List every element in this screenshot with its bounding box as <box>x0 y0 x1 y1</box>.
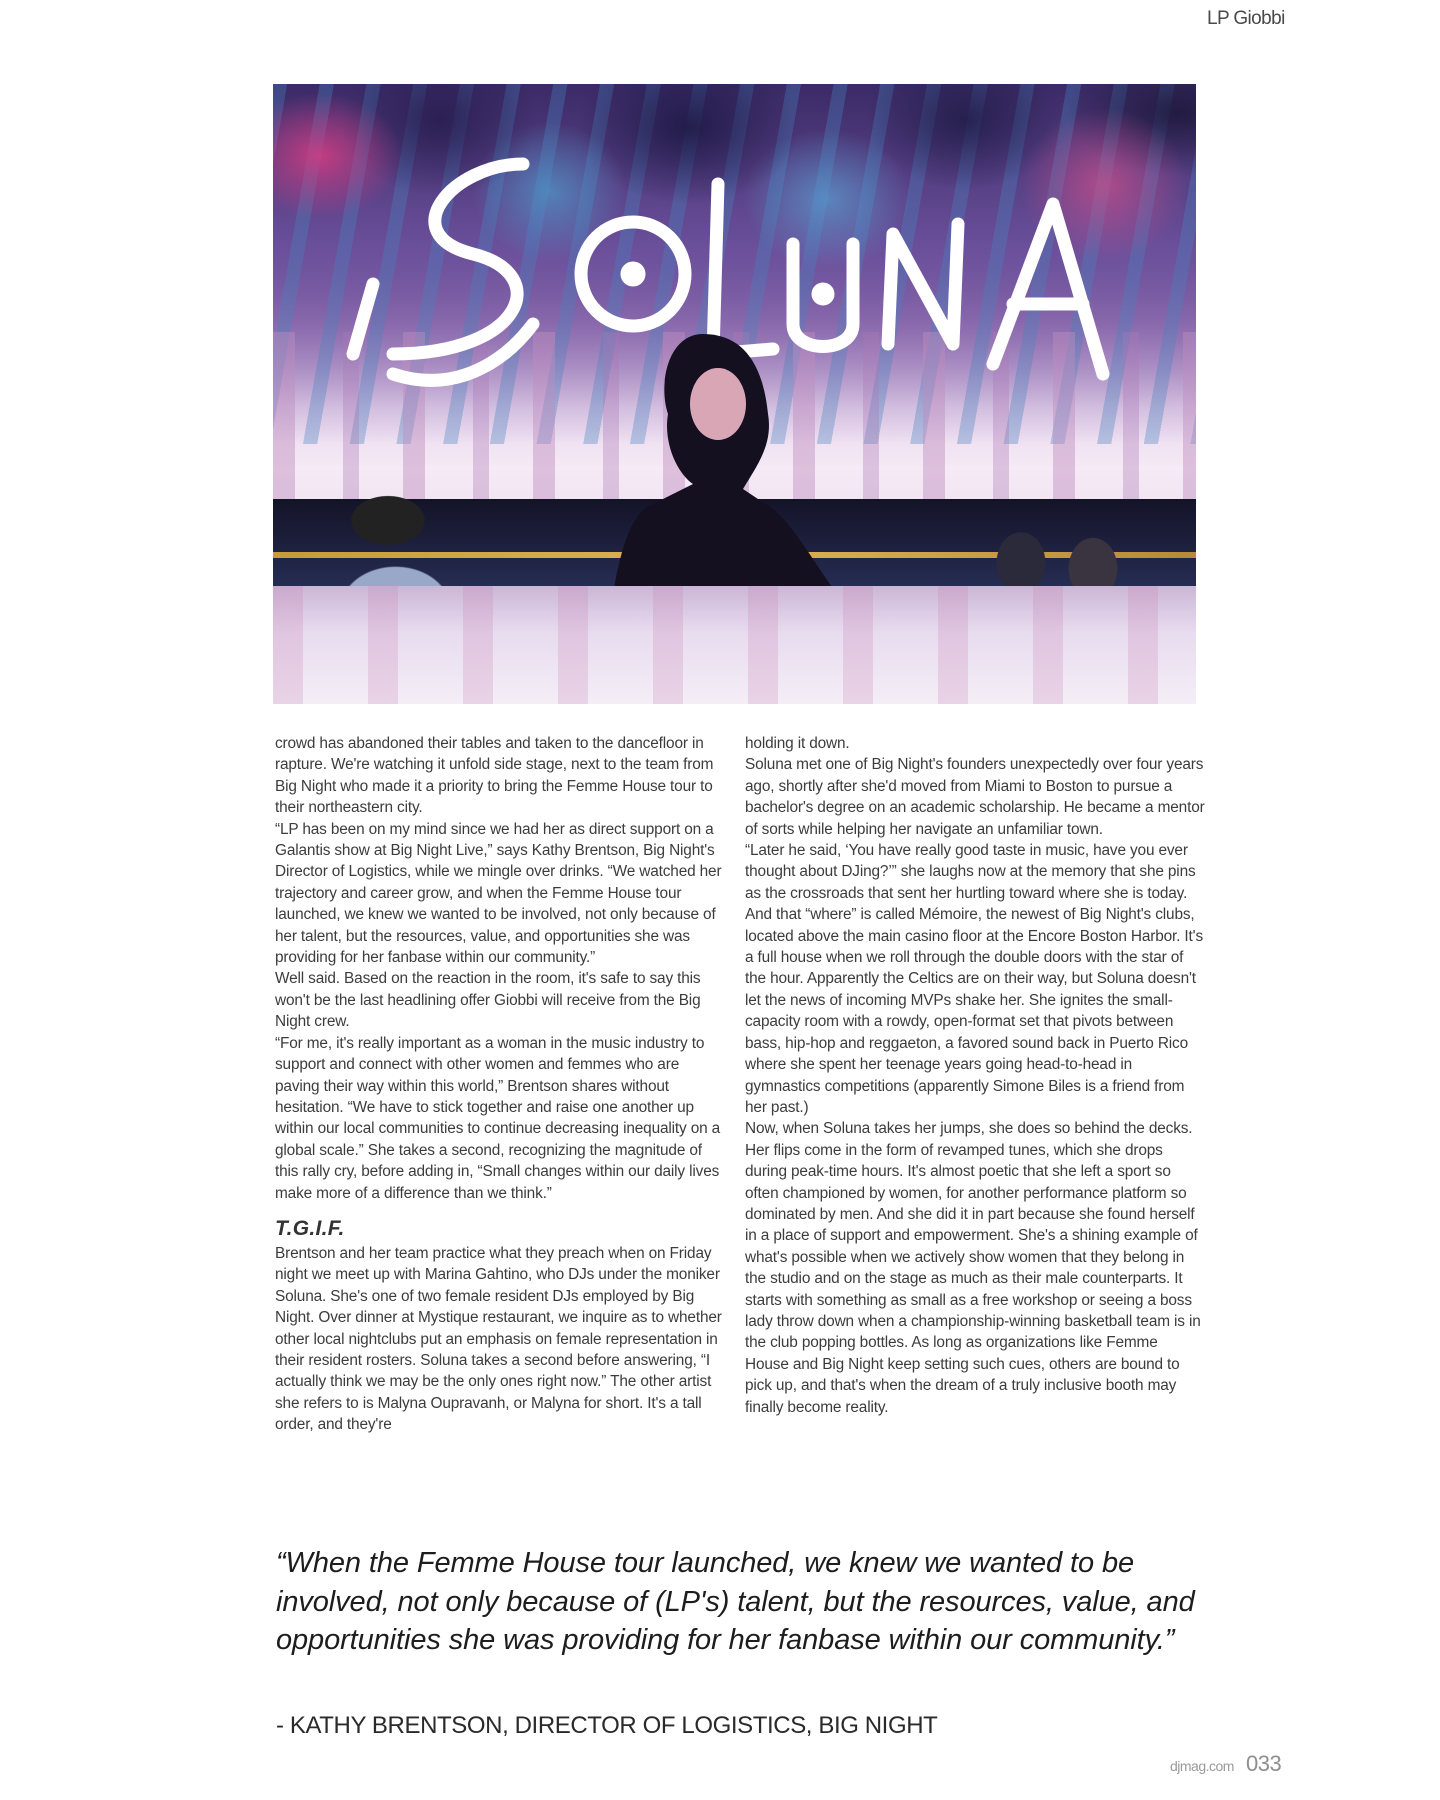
article-paragraph: Well said. Based on the reaction in the room, it's safe to say this won't be the last headlining offer Giobbi will receive from the Big Night crew. <box>275 970 701 1031</box>
article-paragraph: crowd has abandoned their tables and taken to the dancefloor in rapture. We're watching it unfold side stage, next to the team from Big Night who made it a priority to bring the Femme House tour to their northeastern city. <box>275 735 714 817</box>
pull-quote: “When the Femme House tour launched, we knew we wanted to be involved, not only because of (LP's) talent, but the resources, value, and opportunities she was providing for her fanbase within our community.” <box>276 1547 1195 1657</box>
pull-quote-attribution: - KATHY BRENTSON, DIRECTOR OF LOGISTICS, BIG NIGHT <box>276 1712 938 1739</box>
article-paragraph: “LP has been on my mind since we had her as direct support on a Galantis show at Big Night Live,” says Kathy Brentson, Big Night's Director of Logistics, while we mingle over drinks. “We watched her trajectory and career grow, and when the Femme House tour launched, we knew we wanted to be involved, not only because of her talent, but the resources, value, and opportunities she was providing for her fanbase within our community.” <box>275 820 722 967</box>
article-paragraph: holding it down. <box>745 735 850 752</box>
article-paragraph: Now, when Soluna takes her jumps, she does so behind the decks. Her flips come in the form of revamped tunes, which she drops during peak-time hours. It's almost poetic that she left a sport so often championed by women, for another performance platform so dominated by men. And she did it in part because she found herself in a place of support and empowerment. She's a shining example of what's possible when we actively show women that they belong in the studio and on the stage as much as their male counterparts. It starts with something as small as a free workshop or seeing a boss lady throw down when a championship-winning basketball team is in the club popping bottles. As long as organizations like Femme House and Big Night keep setting such cues, others are bound to pick up, and that's when the dream of a truly inclusive booth may finally become reality. <box>745 1120 1201 1416</box>
running-head: LP Giobbi <box>1207 8 1285 29</box>
feature-photo <box>273 84 1196 704</box>
article-paragraph: Brentson and her team practice what they preach when on Friday night we meet up with Marina Gahtino, who DJs under the moniker Soluna. She's one of two female resident DJs employed by Big Night. Over dinner at Mystique restaurant, we inquire as to whether other local nightclubs put an emphasis on female representation in their resident rosters. Soluna takes a second before answering, “I actually think we may be the only ones right now.” The other artist she refers to is Malyna Oupravanh, or Malyna for short. It's a tall order, and they're <box>275 1244 722 1434</box>
counter-reflection <box>273 586 1196 704</box>
article-column-left <box>275 733 725 1436</box>
article-paragraph: “For me, it's really important as a woman in the music industry to support and connect with other women and femmes who are paving their way within this world,” Brentson shares without hesitation. “We have to stick together and raise one another up within our local communities to continue decreasing inequality on a global scale.” She takes a second, recognizing the magnitude of this rally cry, before adding in, “Small changes within our daily lives make more of a difference than we think.” <box>275 1034 721 1202</box>
page-footer <box>1170 1751 1281 1777</box>
page-number: 033 <box>1245 1751 1282 1776</box>
footer-site: djmag.com <box>1170 1758 1234 1774</box>
section-subhead: T.G.I.F. <box>275 1216 345 1240</box>
article-paragraph: “Later he said, ‘You have really good taste in music, have you ever thought about DJing?’” she laughs now at the memory that she pins as the crossroads that sent her hurtling toward where she is today. And that “where” is called Mémoire, the newest of Big Night's clubs, located above the main casino floor at the Encore Boston Harbor. It's a full house when we roll through the double doors with the star of the hour. Apparently the Celtics are on their way, but Soluna doesn't let the news of incoming MVPs shake her. She ignites the small-capacity room with a rowdy, open-format set that pivots between bass, hip-hop and reggaeton, a favored sound back in Puerto Rico where she spent her teenage years going head-to-head in gymnastics competitions (apparently Simone Biles is a friend from her past.) <box>745 842 1203 1116</box>
article-paragraph: Soluna met one of Big Night's founders unexpectedly over four years ago, shortly after she'd moved from Miami to Boston to pursue a bachelor's degree on an academic scholarship. He became a mentor of sorts while helping her navigate an unfamiliar town. <box>745 756 1205 838</box>
article-column-right <box>745 733 1205 1418</box>
